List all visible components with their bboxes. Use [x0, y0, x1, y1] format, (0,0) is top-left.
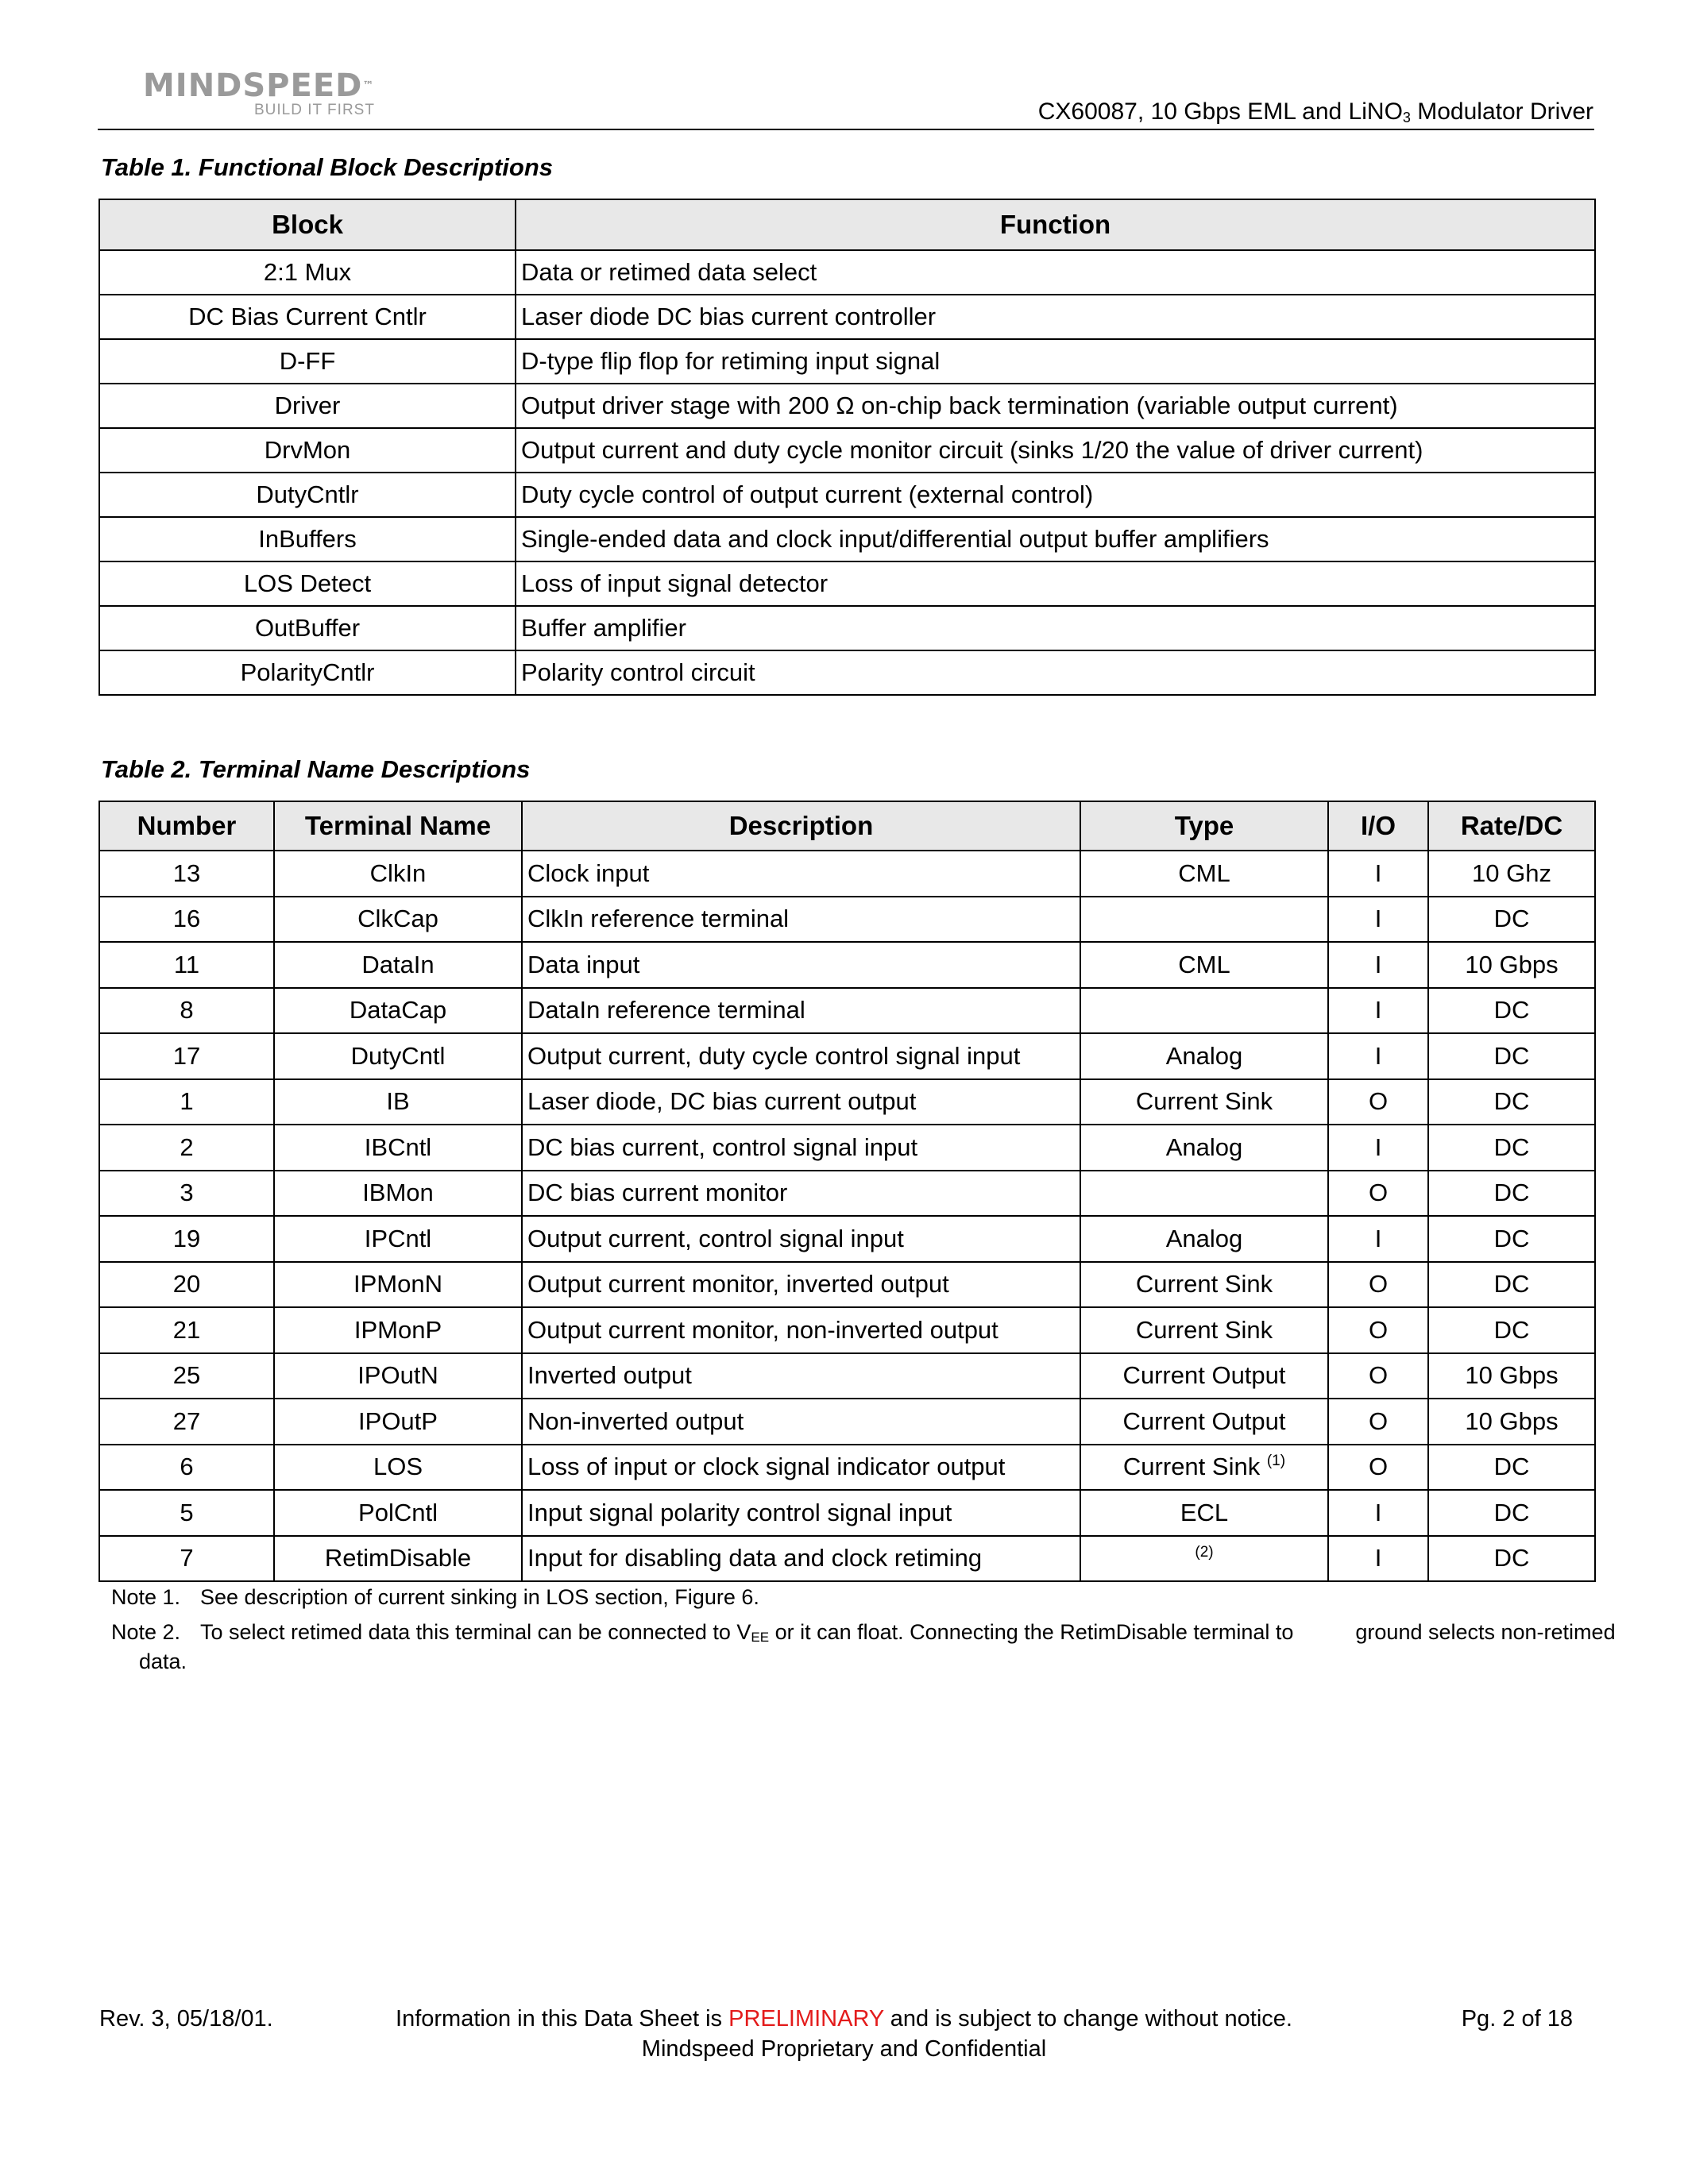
note-2-continuation: data.: [139, 1650, 187, 1673]
rate-cell: 10 Ghz: [1428, 851, 1595, 897]
rate-cell: DC: [1428, 1445, 1595, 1491]
terminal-name-cell: PolCntl: [274, 1490, 522, 1536]
type-cell: [1080, 1125, 1328, 1171]
table-row: [99, 1353, 1595, 1399]
type-text: Analog: [1165, 1133, 1243, 1161]
function-cell: Loss of input signal detector: [516, 561, 1595, 606]
rate-cell: 10 Gbps: [1428, 942, 1595, 988]
table1-caption: Table 1. Functional Block Descriptions: [101, 153, 554, 181]
type-text: Current Sink: [1122, 1453, 1267, 1481]
io-cell: I: [1328, 897, 1428, 943]
number-cell: 8: [99, 988, 274, 1034]
io-cell: O: [1328, 1171, 1428, 1217]
io-cell: I: [1328, 1490, 1428, 1536]
number-cell: 7: [99, 1536, 274, 1582]
type-cell: [1080, 1445, 1328, 1491]
terminal-name-cell: IPOutP: [274, 1399, 522, 1445]
type-cell: [1080, 1262, 1328, 1308]
type-cell: [1080, 1536, 1328, 1582]
terminal-name-cell: IPMonN: [274, 1262, 522, 1308]
notice-text-end: and is subject to change without notice.: [883, 2006, 1292, 2032]
column-header: I/O: [1328, 801, 1428, 851]
description-cell: Inverted output: [522, 1353, 1080, 1399]
number-cell: 20: [99, 1262, 274, 1308]
io-cell: I: [1328, 988, 1428, 1034]
functional-block-table: [98, 199, 1596, 696]
preliminary-label: PRELIMINARY: [728, 2006, 884, 2032]
note-text: ground selects non-retimed: [1355, 1620, 1616, 1644]
io-cell: I: [1328, 1125, 1428, 1171]
note-1: [111, 1585, 759, 1610]
rate-cell: DC: [1428, 1125, 1595, 1171]
block-cell: PolarityCntlr: [99, 650, 516, 695]
block-cell: Driver: [99, 384, 516, 428]
table-row: [99, 851, 1595, 897]
type-text: CML: [1178, 859, 1230, 887]
type-text: Current Output: [1122, 1361, 1286, 1390]
table-row: [99, 1490, 1595, 1536]
io-cell: I: [1328, 942, 1428, 988]
type-cell: [1080, 1033, 1328, 1079]
type-text: Current Sink: [1135, 1270, 1273, 1298]
rate-cell: DC: [1428, 897, 1595, 943]
description-cell: DataIn reference terminal: [522, 988, 1080, 1034]
description-cell: Data input: [522, 942, 1080, 988]
note-2: [111, 1620, 1616, 1646]
description-cell: ClkIn reference terminal: [522, 897, 1080, 943]
rate-cell: 10 Gbps: [1428, 1353, 1595, 1399]
block-cell: DC Bias Current Cntlr: [99, 295, 516, 339]
type-cell: [1080, 1079, 1328, 1125]
terminal-name-cell: IPOutN: [274, 1353, 522, 1399]
rate-cell: 10 Gbps: [1428, 1399, 1595, 1445]
terminal-name-cell: ClkIn: [274, 851, 522, 897]
number-cell: 21: [99, 1307, 274, 1353]
function-cell: Duty cycle control of output current (external control): [516, 473, 1595, 517]
type-text: ECL: [1180, 1498, 1229, 1526]
rate-cell: DC: [1428, 988, 1595, 1034]
note-subscript: EE: [751, 1630, 770, 1645]
type-cell: [1080, 897, 1328, 943]
title-text-end: Modulator Driver: [1410, 98, 1593, 125]
logo-wordmark: MINDSPEED: [143, 68, 363, 104]
rate-cell: DC: [1428, 1171, 1595, 1217]
block-cell: OutBuffer: [99, 606, 516, 650]
description-cell: Output current, duty cycle control signal input: [522, 1033, 1080, 1079]
terminal-name-cell: IPCntl: [274, 1216, 522, 1262]
title-text: CX60087, 10 Gbps EML and LiNO: [1037, 98, 1403, 125]
block-cell: 2:1 Mux: [99, 250, 516, 295]
table-row: [99, 988, 1595, 1034]
rate-cell: DC: [1428, 1079, 1595, 1125]
block-cell: D-FF: [99, 339, 516, 384]
column-header: Rate/DC: [1428, 801, 1595, 851]
note-text: or it can float. Connecting the RetimDisable terminal to: [769, 1620, 1294, 1644]
block-cell: InBuffers: [99, 517, 516, 561]
number-cell: 2: [99, 1125, 274, 1171]
function-cell: D-type flip flop for retiming input signal: [516, 339, 1595, 384]
io-cell: I: [1328, 1033, 1428, 1079]
description-cell: Output current monitor, non-inverted output: [522, 1307, 1080, 1353]
type-text: Current Output: [1122, 1406, 1286, 1435]
table-row: [99, 1171, 1595, 1217]
type-cell: [1080, 1216, 1328, 1262]
description-cell: Input for disabling data and clock retiming: [522, 1536, 1080, 1582]
number-cell: 11: [99, 942, 274, 988]
type-cell: [1080, 1171, 1328, 1217]
function-cell: Output current and duty cycle monitor circuit (sinks 1/20 the value of driver current): [516, 428, 1595, 473]
table-row: [99, 1125, 1595, 1171]
confidentiality-notice: Mindspeed Proprietary and Confidential: [641, 2036, 1047, 2062]
rate-cell: DC: [1428, 1536, 1595, 1582]
type-cell: [1080, 942, 1328, 988]
note-text: See description of current sinking in LOS section, Figure 6.: [200, 1585, 759, 1609]
number-cell: 1: [99, 1079, 274, 1125]
column-header: Block: [99, 199, 516, 250]
rate-cell: DC: [1428, 1033, 1595, 1079]
table-row: [99, 1307, 1595, 1353]
description-cell: Output current monitor, inverted output: [522, 1262, 1080, 1308]
column-header: Terminal Name: [274, 801, 522, 851]
number-cell: 6: [99, 1445, 274, 1491]
rate-cell: DC: [1428, 1490, 1595, 1536]
description-cell: Input signal polarity control signal input: [522, 1490, 1080, 1536]
table-row: [99, 942, 1595, 988]
terminal-name-cell: IB: [274, 1079, 522, 1125]
description-cell: Clock input: [522, 851, 1080, 897]
table-header-row: [99, 199, 1595, 250]
io-cell: I: [1328, 851, 1428, 897]
type-text: Current Sink: [1135, 1087, 1273, 1116]
type-text: Analog: [1165, 1041, 1243, 1070]
type-text: CML: [1178, 950, 1230, 978]
terminal-name-cell: RetimDisable: [274, 1536, 522, 1582]
table-row: [99, 1079, 1595, 1125]
type-cell: [1080, 988, 1328, 1034]
number-cell: 16: [99, 897, 274, 943]
footnote-marker: (1): [1266, 1453, 1286, 1470]
function-cell: Buffer amplifier: [516, 606, 1595, 650]
type-cell: [1080, 851, 1328, 897]
function-cell: Laser diode DC bias current controller: [516, 295, 1595, 339]
type-cell: [1080, 1353, 1328, 1399]
function-cell: Polarity control circuit: [516, 650, 1595, 695]
type-cell: [1080, 1307, 1328, 1353]
type-cell: [1080, 1399, 1328, 1445]
column-header: Type: [1080, 801, 1328, 851]
table-row: [99, 897, 1595, 943]
description-cell: Laser diode, DC bias current output: [522, 1079, 1080, 1125]
function-cell: Single-ended data and clock input/differential output buffer amplifiers: [516, 517, 1595, 561]
company-logo: [143, 68, 381, 119]
table-row: [99, 295, 1595, 339]
type-text: Analog: [1165, 1224, 1243, 1252]
terminal-name-cell: IPMonP: [274, 1307, 522, 1353]
number-cell: 27: [99, 1399, 274, 1445]
io-cell: O: [1328, 1399, 1428, 1445]
rate-cell: DC: [1428, 1307, 1595, 1353]
type-text: Current Sink: [1135, 1315, 1273, 1344]
table-row: [99, 561, 1595, 606]
table-row: [99, 1033, 1595, 1079]
table-row: [99, 1216, 1595, 1262]
block-cell: LOS Detect: [99, 561, 516, 606]
io-cell: O: [1328, 1353, 1428, 1399]
description-cell: Output current, control signal input: [522, 1216, 1080, 1262]
terminal-name-cell: LOS: [274, 1445, 522, 1491]
document-title: [1038, 98, 1593, 126]
preliminary-notice: [0, 2006, 1688, 2032]
block-cell: DutyCntlr: [99, 473, 516, 517]
terminal-name-cell: ClkCap: [274, 897, 522, 943]
description-cell: Loss of input or clock signal indicator output: [522, 1445, 1080, 1491]
type-cell: [1080, 1490, 1328, 1536]
column-header: Function: [516, 199, 1595, 250]
description-cell: DC bias current, control signal input: [522, 1125, 1080, 1171]
table-row: [99, 428, 1595, 473]
terminal-name-cell: IBMon: [274, 1171, 522, 1217]
note-label: Note 2.: [111, 1620, 181, 1644]
terminal-name-cell: DutyCntl: [274, 1033, 522, 1079]
number-cell: 3: [99, 1171, 274, 1217]
logo-trademark: ™: [362, 79, 375, 92]
number-cell: 17: [99, 1033, 274, 1079]
page-number: Pg. 2 of 18: [1461, 2006, 1573, 2032]
note-text: To select retimed data this terminal can be connected to V: [200, 1620, 751, 1644]
title-subscript: 3: [1402, 110, 1411, 125]
io-cell: O: [1328, 1079, 1428, 1125]
table-row: [99, 250, 1595, 295]
table2-caption: Table 2. Terminal Name Descriptions: [101, 755, 531, 783]
footnote-marker: (2): [1195, 1544, 1214, 1561]
rate-cell: DC: [1428, 1216, 1595, 1262]
header-divider: [98, 129, 1594, 130]
function-cell: Data or retimed data select: [516, 250, 1595, 295]
terminal-name-cell: DataCap: [274, 988, 522, 1034]
column-header: Number: [99, 801, 274, 851]
logo-tagline: BUILD IT FIRST: [254, 102, 375, 118]
table-row: [99, 1536, 1595, 1582]
io-cell: I: [1328, 1216, 1428, 1262]
notice-text: Information in this Data Sheet is: [396, 2006, 729, 2032]
number-cell: 19: [99, 1216, 274, 1262]
column-header: Description: [522, 801, 1080, 851]
table-header-row: [99, 801, 1595, 851]
table-row: [99, 339, 1595, 384]
table-row: [99, 650, 1595, 695]
note-label: Note 1.: [111, 1585, 181, 1609]
table-row: [99, 1262, 1595, 1308]
io-cell: I: [1328, 1536, 1428, 1582]
terminal-name-table: [98, 801, 1596, 1582]
description-cell: Non-inverted output: [522, 1399, 1080, 1445]
number-cell: 13: [99, 851, 274, 897]
io-cell: O: [1328, 1307, 1428, 1353]
number-cell: 5: [99, 1490, 274, 1536]
table-row: [99, 606, 1595, 650]
rate-cell: DC: [1428, 1262, 1595, 1308]
description-cell: DC bias current monitor: [522, 1171, 1080, 1217]
io-cell: O: [1328, 1262, 1428, 1308]
table-row: [99, 473, 1595, 517]
table-row: [99, 384, 1595, 428]
table-row: [99, 517, 1595, 561]
block-cell: DrvMon: [99, 428, 516, 473]
number-cell: 25: [99, 1353, 274, 1399]
terminal-name-cell: DataIn: [274, 942, 522, 988]
terminal-name-cell: IBCntl: [274, 1125, 522, 1171]
table-row: [99, 1445, 1595, 1491]
revision-info: Rev. 3, 05/18/01.: [99, 2006, 273, 2032]
table-row: [99, 1399, 1595, 1445]
io-cell: O: [1328, 1445, 1428, 1491]
function-cell: Output driver stage with 200 Ω on-chip back termination (variable output current): [516, 384, 1595, 428]
